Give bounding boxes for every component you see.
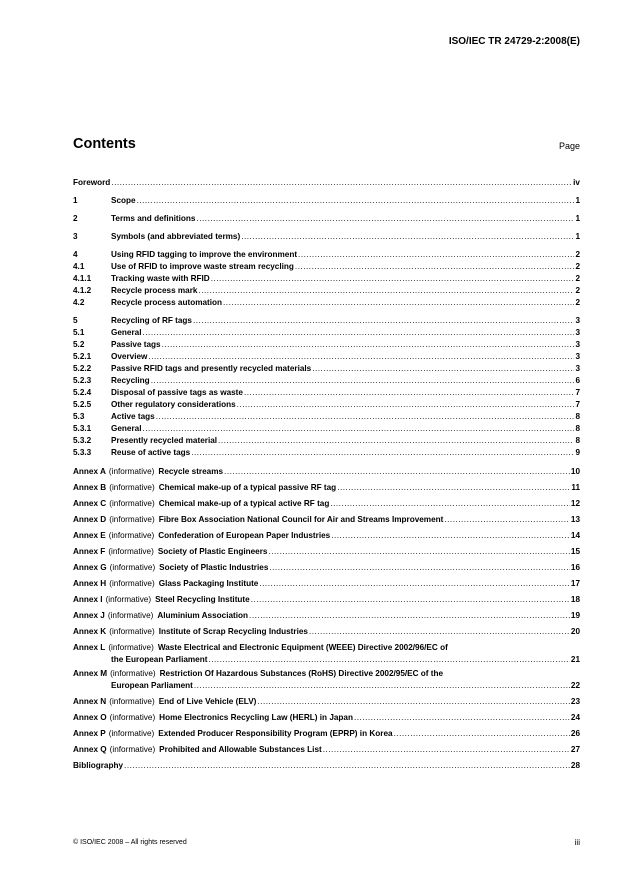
annex-type: (informative) <box>108 643 154 652</box>
toc-entry-page: 2 <box>575 250 580 259</box>
annex-title: Recycle streams <box>158 467 224 476</box>
dot-leader <box>331 528 570 544</box>
toc-entry-title: Using RFID tagging to improve the environment <box>111 250 298 259</box>
annex-title-continued: European Parliament <box>111 681 193 690</box>
toc-entry[interactable] <box>73 231 580 243</box>
annex-entry[interactable] <box>73 528 580 544</box>
annex-type: (informative) <box>109 499 155 508</box>
annex-entry[interactable] <box>73 710 580 726</box>
annex-title: End of Live Vehicle (ELV) <box>158 697 257 706</box>
dot-leader <box>143 423 575 435</box>
annex-page: 14 <box>570 531 580 540</box>
annex-title: Society of Plastic Industries <box>159 563 269 572</box>
annex-page: 21 <box>570 655 580 664</box>
toc-entry-number: 5.3.3 <box>73 448 92 457</box>
annex-entry[interactable] <box>73 642 580 666</box>
dot-leader <box>241 231 574 243</box>
annex-page: 13 <box>570 515 580 524</box>
dot-leader <box>354 710 570 726</box>
annex-page: 17 <box>570 579 580 588</box>
annex-entry[interactable] <box>73 694 580 710</box>
toc-entry[interactable] <box>73 285 580 297</box>
annex-entry[interactable] <box>73 726 580 742</box>
dot-leader <box>249 608 570 624</box>
annex-label: Annex G <box>73 563 107 572</box>
toc-entry-page: 8 <box>575 436 580 445</box>
dot-leader <box>194 680 570 692</box>
annex-type: (informative) <box>108 547 154 556</box>
toc-entry-number: 4.1.1 <box>73 274 92 283</box>
annex-page: 10 <box>570 467 580 476</box>
dot-leader <box>259 576 570 592</box>
toc-entry[interactable] <box>73 375 580 387</box>
annex-entry-line <box>73 642 580 654</box>
toc-entry-page: 9 <box>575 448 580 457</box>
toc-entry-title: Recycling <box>111 376 150 385</box>
toc-entry[interactable] <box>73 363 580 375</box>
dot-leader <box>211 273 575 285</box>
copyright-footer: © ISO/IEC 2008 – All rights reserved <box>73 839 187 846</box>
toc-entry-title: Foreword <box>73 178 111 187</box>
annex-type: (informative) <box>109 697 155 706</box>
annex-entry[interactable] <box>73 668 580 692</box>
annex-page: 26 <box>570 729 580 738</box>
toc-entry-number: 5.2.5 <box>73 400 92 409</box>
annex-type: (informative) <box>108 467 155 476</box>
dot-leader <box>323 742 570 758</box>
annex-type: (informative) <box>109 627 155 636</box>
toc-entry[interactable] <box>73 411 580 423</box>
annex-entry[interactable] <box>73 480 580 496</box>
toc-entry-page: 3 <box>575 328 580 337</box>
dot-leader <box>151 375 575 387</box>
toc-entry[interactable] <box>73 351 580 363</box>
annex-label: Annex O <box>73 713 107 722</box>
annex-type: (informative) <box>109 745 156 754</box>
toc-entry[interactable] <box>73 297 580 309</box>
page-number: iii <box>574 838 580 847</box>
annex-page: 20 <box>570 627 580 636</box>
annex-title: Aluminium Association <box>157 611 249 620</box>
toc-entry-page: 3 <box>575 340 580 349</box>
toc-entry-title: Presently recycled material <box>111 436 218 445</box>
toc-entry-page: 2 <box>575 298 580 307</box>
dot-leader <box>268 544 569 560</box>
toc-entry[interactable] <box>73 399 580 411</box>
toc-entry[interactable] <box>73 339 580 351</box>
toc-entry-number: 1 <box>73 196 78 205</box>
dot-leader <box>444 512 570 528</box>
dot-leader <box>111 177 572 189</box>
dot-leader <box>237 399 575 411</box>
toc-entry-number: 5.2.4 <box>73 388 92 397</box>
toc-entry-number: 5.2.3 <box>73 376 92 385</box>
toc-entry-title: Recycling of RF tags <box>111 316 192 325</box>
annex-page: 15 <box>570 547 580 556</box>
annex-label: Annex M <box>73 669 108 678</box>
annex-title: Confederation of European Paper Industries <box>158 531 331 540</box>
bibliography-page: 28 <box>570 761 580 770</box>
toc-entry-page: 1 <box>575 214 580 223</box>
annex-type: (informative) <box>105 595 152 604</box>
annex-label: Annex B <box>73 483 107 492</box>
toc-entry-number: 4 <box>73 250 78 259</box>
annex-page: 27 <box>570 745 580 754</box>
dot-leader <box>198 285 574 297</box>
toc-entry[interactable] <box>73 423 580 435</box>
bibliography-title: Bibliography <box>73 761 124 770</box>
annex-entry-line <box>73 654 580 666</box>
toc-entry-title: Symbols (and abbreviated terms) <box>111 232 241 241</box>
toc-entry-page: 1 <box>575 196 580 205</box>
toc-entry-title: Disposal of passive tags as waste <box>111 388 243 397</box>
toc-entry-title: General <box>111 328 142 337</box>
dot-leader <box>337 480 570 496</box>
toc-entry-number: 5.2.1 <box>73 352 92 361</box>
annex-page: 24 <box>570 713 580 722</box>
toc-entry-page: iv <box>573 178 580 187</box>
annex-entry[interactable] <box>73 560 580 576</box>
toc-entry[interactable] <box>73 315 580 327</box>
dot-leader <box>193 315 574 327</box>
annex-type: (informative) <box>107 611 154 620</box>
annex-page: 22 <box>570 681 580 690</box>
dot-leader <box>251 592 570 608</box>
annex-label: Annex Q <box>73 745 107 754</box>
dot-leader <box>257 694 570 710</box>
toc-entry-page: 3 <box>575 316 580 325</box>
annex-label: Annex K <box>73 627 107 636</box>
dot-leader <box>269 560 570 576</box>
annex-label: Annex C <box>73 499 107 508</box>
annex-label: Annex E <box>73 531 106 540</box>
toc-entry-title: Overview <box>111 352 148 361</box>
toc-entry-page: 3 <box>575 352 580 361</box>
table-of-contents <box>73 177 580 774</box>
dot-leader <box>162 339 575 351</box>
annex-entry[interactable] <box>73 592 580 608</box>
toc-entry-title: Other regulatory considerations <box>111 400 236 409</box>
toc-entry-number: 5.3 <box>73 412 85 421</box>
dot-leader <box>244 387 574 399</box>
toc-entry-page: 7 <box>575 388 580 397</box>
annex-entry[interactable] <box>73 496 580 512</box>
dot-leader <box>191 447 574 459</box>
annex-title: Steel Recycling Institute <box>155 595 250 604</box>
annex-type: (informative) <box>109 563 156 572</box>
annex-label: Annex L <box>73 643 106 652</box>
annex-title: Institute of Scrap Recycling Industries <box>158 627 308 636</box>
annex-page: 12 <box>570 499 580 508</box>
annex-entry[interactable] <box>73 544 580 560</box>
toc-entry[interactable] <box>73 195 580 207</box>
annex-title: Society of Plastic Engineers <box>157 547 268 556</box>
toc-entry[interactable] <box>73 327 580 339</box>
annex-entry[interactable] <box>73 576 580 592</box>
dot-leader <box>196 213 574 225</box>
annex-page: 16 <box>570 563 580 572</box>
annex-type: (informative) <box>108 531 155 540</box>
toc-entry-number: 4.1 <box>73 262 85 271</box>
annex-type: (informative) <box>109 579 155 588</box>
toc-entry-page: 2 <box>575 286 580 295</box>
toc-entry-number: 3 <box>73 232 78 241</box>
annex-type: (informative) <box>109 713 156 722</box>
toc-entry[interactable] <box>73 435 580 447</box>
dot-leader <box>148 351 574 363</box>
toc-entry[interactable] <box>73 177 580 189</box>
toc-entry[interactable] <box>73 273 580 285</box>
annex-label: Annex H <box>73 579 107 588</box>
toc-entry-title: Use of RFID to improve waste stream recycling <box>111 262 294 271</box>
toc-entry-page: 1 <box>575 232 580 241</box>
annex-entry-line <box>73 680 580 692</box>
page-column-label: Page <box>558 141 580 151</box>
dot-leader <box>143 327 575 339</box>
annex-title: Chemical make-up of a typical passive RF tag <box>158 483 337 492</box>
annex-title: Extended Producer Responsibility Program (EPRP) in Korea <box>158 729 393 738</box>
toc-entry-title: Passive RFID tags and presently recycled materials <box>111 364 312 373</box>
annex-title: Home Electronics Recycling Law (HERL) in Japan <box>159 713 353 722</box>
annex-label: Annex A <box>73 467 106 476</box>
toc-entry-number: 5.1 <box>73 328 85 337</box>
annex-type: (informative) <box>109 483 155 492</box>
annex-type: (informative) <box>109 515 155 524</box>
toc-entry-page: 8 <box>575 424 580 433</box>
toc-entry-number: 5 <box>73 316 78 325</box>
annex-entry[interactable] <box>73 742 580 758</box>
toc-entry-title: Recycle process mark <box>111 286 198 295</box>
toc-entry-title: Reuse of active tags <box>111 448 191 457</box>
dot-leader <box>330 496 570 512</box>
toc-entry-title: Recycle process automation <box>111 298 223 307</box>
dot-leader <box>224 464 570 480</box>
annex-entry[interactable] <box>73 608 580 624</box>
contents-title: Contents <box>73 136 136 152</box>
toc-entry-number: 5.2 <box>73 340 85 349</box>
annex-type: (informative) <box>110 669 156 678</box>
toc-entry-title: General <box>111 424 142 433</box>
dot-leader <box>218 435 574 447</box>
bibliography-entry[interactable] <box>73 758 580 774</box>
toc-entry-number: 4.2 <box>73 298 85 307</box>
annex-label: Annex J <box>73 611 105 620</box>
toc-entry-page: 8 <box>575 412 580 421</box>
toc-entry-title: Active tags <box>111 412 155 421</box>
annex-title: Restriction Of Hazardous Substances (RoHS) Directive 2002/95/EC of the <box>159 669 444 678</box>
toc-entry-page: 7 <box>575 400 580 409</box>
toc-entry-number: 5.3.2 <box>73 436 92 445</box>
toc-entry[interactable] <box>73 447 580 459</box>
toc-entry-title: Terms and definitions <box>111 214 196 223</box>
toc-entry-number: 5.3.1 <box>73 424 92 433</box>
annex-page: 11 <box>571 483 580 492</box>
annex-title: Prohibited and Allowable Substances List <box>159 745 322 754</box>
toc-entry[interactable] <box>73 213 580 225</box>
toc-entry-page: 6 <box>575 376 580 385</box>
annex-page: 19 <box>570 611 580 620</box>
toc-entry-number: 4.1.2 <box>73 286 92 295</box>
dot-leader <box>208 654 569 666</box>
toc-entry[interactable] <box>73 387 580 399</box>
annex-label: Annex F <box>73 547 106 556</box>
toc-entry-title: Tracking waste with RFID <box>111 274 210 283</box>
annex-title-continued: the European Parliament <box>111 655 208 664</box>
annex-entry-line <box>73 668 580 680</box>
annex-label: Annex N <box>73 697 107 706</box>
toc-entry-number: 2 <box>73 214 78 223</box>
dot-leader <box>312 363 574 375</box>
toc-entry-title: Scope <box>111 196 136 205</box>
dot-leader <box>298 249 574 261</box>
toc-entry-page: 3 <box>575 364 580 373</box>
annex-title: Chemical make-up of a typical active RF tag <box>158 499 330 508</box>
annex-label: Annex I <box>73 595 103 604</box>
annex-title: Glass Packaging Institute <box>158 579 259 588</box>
dot-leader <box>309 624 570 640</box>
dot-leader <box>137 195 575 207</box>
document-id-header: ISO/IEC TR 24729-2:2008(E) <box>448 36 580 47</box>
annex-entry[interactable] <box>73 624 580 640</box>
annex-title: Waste Electrical and Electronic Equipment (WEEE) Directive 2002/96/EC of <box>157 643 448 652</box>
toc-entry[interactable] <box>73 261 580 273</box>
dot-leader <box>124 758 570 774</box>
annex-entry[interactable] <box>73 512 580 528</box>
toc-entry-page: 2 <box>575 274 580 283</box>
dot-leader <box>223 297 574 309</box>
annex-entry[interactable] <box>73 464 580 480</box>
dot-leader <box>295 261 575 273</box>
dot-leader <box>394 726 570 742</box>
toc-entry-title: Passive tags <box>111 340 161 349</box>
toc-entry-page: 2 <box>575 262 580 271</box>
toc-entry-number: 5.2.2 <box>73 364 92 373</box>
annex-page: 18 <box>570 595 580 604</box>
annex-title: Fibre Box Association National Council for Air and Streams Improvement <box>158 515 444 524</box>
annex-page: 23 <box>570 697 580 706</box>
annex-label: Annex P <box>73 729 106 738</box>
toc-entry[interactable] <box>73 249 580 261</box>
annex-label: Annex D <box>73 515 107 524</box>
annex-type: (informative) <box>108 729 155 738</box>
dot-leader <box>156 411 575 423</box>
